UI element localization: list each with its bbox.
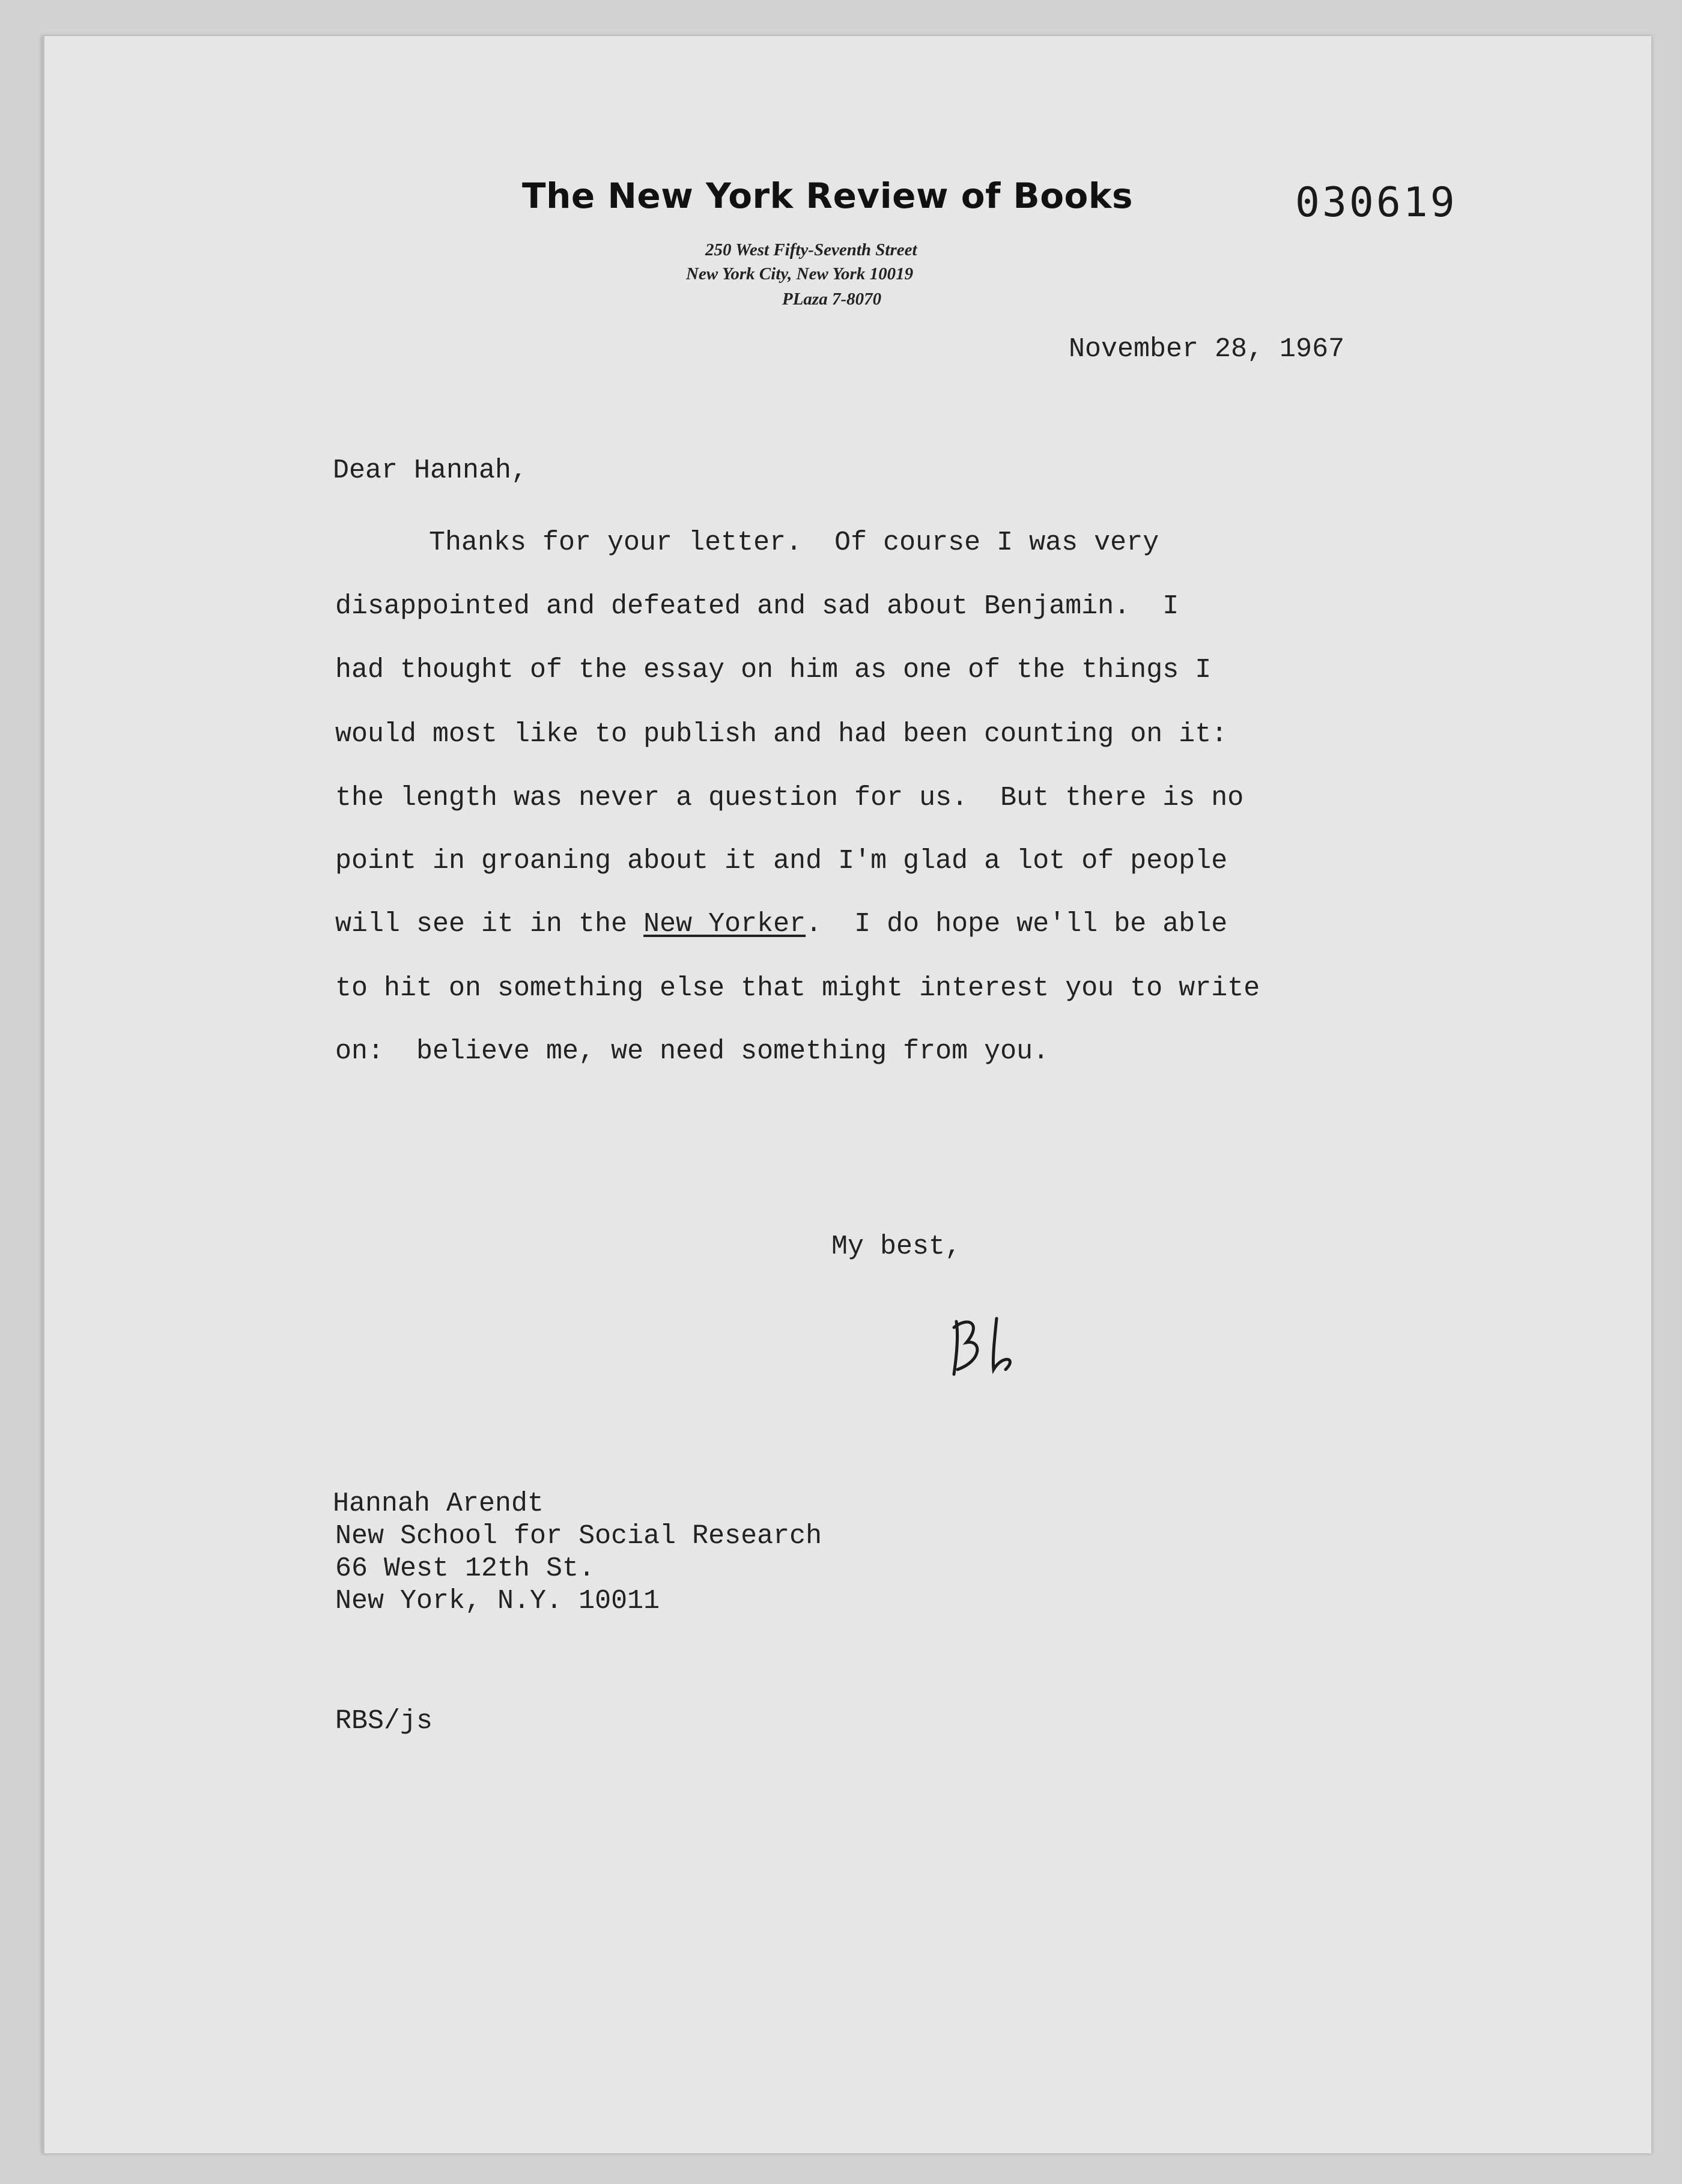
document-number: 030619 (1295, 179, 1457, 226)
letter-date: November 28, 1967 (1069, 334, 1345, 365)
body-line-3: had thought of the essay on him as one of the things I (335, 655, 1212, 685)
salutation: Dear Hannah, (333, 455, 528, 486)
recipient-city: New York, N.Y. 10011 (335, 1586, 660, 1616)
body-line-1: Thanks for your letter. Of course I was very (429, 527, 1159, 558)
typist-initials: RBS/js (335, 1706, 433, 1737)
closing: My best, (831, 1231, 962, 1262)
letterhead-title: The New York Review of Books (522, 175, 1133, 216)
handwritten-signature (946, 1309, 1030, 1382)
body-line-7-post: . I do hope we'll be able (806, 909, 1228, 939)
body-line-9: on: believe me, we need something from you. (335, 1036, 1049, 1067)
body-line-6: point in groaning about it and I'm glad a lot of people (335, 846, 1228, 876)
body-line-4: would most like to publish and had been counting on it: (335, 719, 1228, 750)
letter-page (42, 36, 1651, 2153)
body-line-8: to hit on something else that might interest you to write (335, 973, 1260, 1004)
body-line-7-pre: will see it in the (335, 909, 644, 939)
publication-name-underlined: New Yorker (643, 909, 806, 939)
body-line-2: disappointed and defeated and sad about Benjamin. I (335, 591, 1179, 622)
letterhead-address-line2: New York City, New York 10019 (686, 264, 914, 284)
letterhead-address-line1: 250 West Fifty-Seventh Street (705, 240, 917, 259)
letterhead-phone: PLaza 7-8070 (782, 290, 882, 309)
recipient-street: 66 West 12th St. (335, 1553, 595, 1584)
recipient-institution: New School for Social Research (335, 1521, 822, 1552)
body-line-5: the length was never a question for us. But there is no (335, 783, 1244, 813)
recipient-name: Hannah Arendt (333, 1488, 544, 1519)
body-line-7 (335, 909, 1227, 939)
